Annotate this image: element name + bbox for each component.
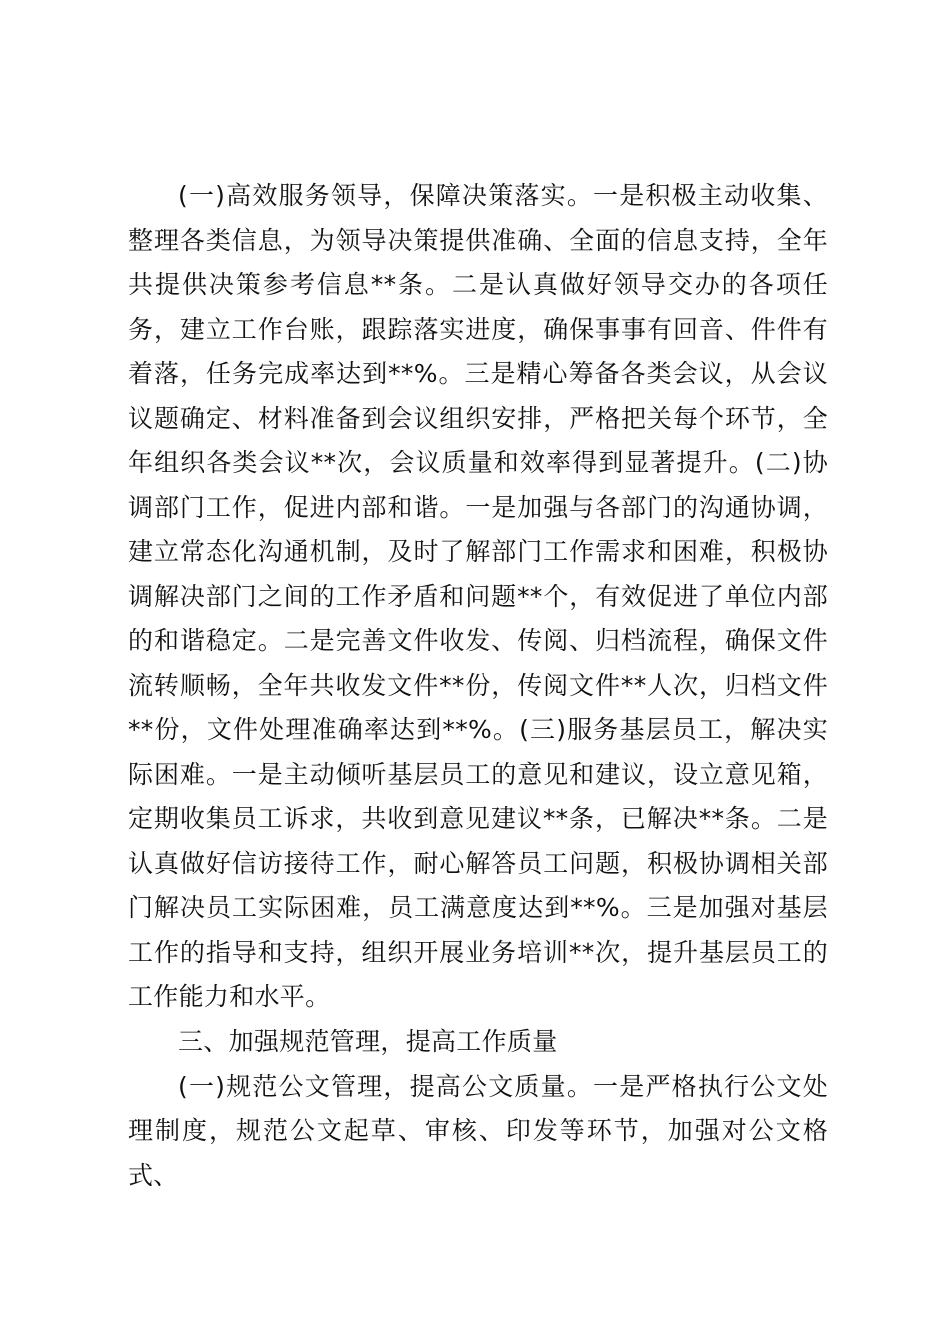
paragraph-document-management: (一)规范公文管理，提高公文质量。一是严格执行公文处理制度，规范公文起草、审核、印发等环节，加强对公文格式、 — [128, 1071, 828, 1190]
body-text-section-continued — [128, 1020, 828, 1198]
paragraph-service-coordination: (一)高效服务领导，保障决策落实。一是积极主动收集、整理各类信息，为领导决策提供准确、全面的信息支持，全年共提供决策参考信息**条。二是认真做好领导交办的各项任务，建立工作台账，跟踪落实进度，确保事事有回音、件件有着落，任务完成率达到**%。三是精心筹备各类会议，从会议议题确定、材料准备到会议组织安排，严格把关每个环节，全年组织各类会议**次，会议质量和效率得到显著提升。(二)协调部门工作，促进内部和谐。一是加强与各部门的沟通协调，建立常态化沟通机制，及时了解部门工作需求和困难，积极协调解决部门之间的工作矛盾和问题**个，有效促进了单位内部的和谐稳定。二是完善文件收发、传阅、归档流程，确保文件流转顺畅，全年共收发文件**份，传阅文件**人次，归档文件**份，文件处理准确率达到**%。(三)服务基层员工，解决实际困难。一是主动倾听基层员工的意见和建议，设立意见箱，定期收集员工诉求，共收到意见建议**条，已解决**条。二是认真做好信访接待工作，耐心解答员工问题，积极协调相关部门解决员工实际困难，员工满意度达到**%。三是加强对基层工作的指导和支持，组织开展业务培训**次，提升基层员工的工作能力和水平。 — [128, 181, 828, 1011]
body-text-section — [128, 174, 828, 1020]
section-heading: 三、加强规范管理，提高工作质量 — [178, 1027, 558, 1056]
